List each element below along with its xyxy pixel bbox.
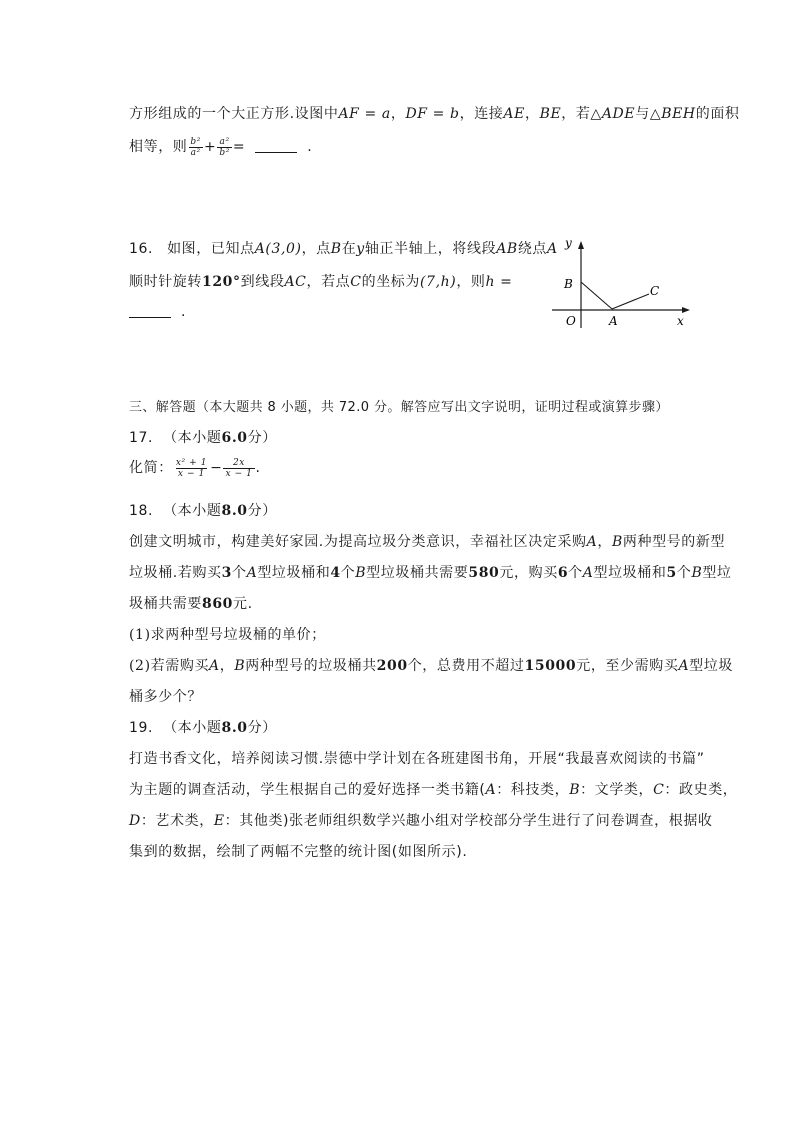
fraction-numerator: b² xyxy=(190,136,201,147)
text: 分） xyxy=(247,503,277,519)
text: 如图，已知点 xyxy=(167,241,255,257)
text: 型垃圾桶和 xyxy=(257,565,331,581)
text: 的面积 xyxy=(695,106,740,122)
text: 型垃圾桶共需要 xyxy=(366,565,469,581)
math-c: C xyxy=(350,274,362,290)
fraction-1 xyxy=(174,458,209,479)
q18-part-2-cont: 桶多少个？ xyxy=(129,689,202,705)
text: . xyxy=(255,460,261,476)
answer-blank xyxy=(129,307,171,318)
segment-ac xyxy=(612,294,649,309)
math-b: B xyxy=(691,565,703,581)
math-b: B xyxy=(611,534,623,550)
q18-line-1 xyxy=(129,531,725,551)
text: 求两种型号垃圾桶的单价； xyxy=(150,627,326,643)
question-number: 18. xyxy=(129,503,154,519)
section-heading: 三、解答题（本大题共 8 小题，共 72.0 分。解答应写出文字说明，证明过程或演算步骤） xyxy=(129,400,669,415)
math-b: B xyxy=(355,565,367,581)
fraction-numerator: 2x xyxy=(232,457,245,468)
number: 200 xyxy=(376,658,408,674)
q18-part-1 xyxy=(129,624,326,644)
text: 顺时针旋转 xyxy=(129,274,202,290)
text: . xyxy=(181,304,187,320)
text: 分） xyxy=(247,720,277,736)
q18-line-3 xyxy=(129,593,253,613)
math-ac: AC xyxy=(284,274,307,290)
text: 创建文明城市，构建美好家园.为提高垃圾分类意识，幸福社区决定采购 xyxy=(129,534,587,550)
text: . xyxy=(307,139,313,155)
q19-line-2 xyxy=(129,779,737,799)
text: 两种型号的新型 xyxy=(622,534,726,550)
p16-line-1 xyxy=(129,238,558,258)
text: ， xyxy=(390,106,406,122)
text: 个，总费用不超过 xyxy=(407,658,525,674)
fraction-denominator: x − 1 xyxy=(225,468,253,479)
math-triangle-ade: △ADE xyxy=(590,106,636,122)
text: 相等，则 xyxy=(129,139,188,155)
q19-line-1: 打造书香文化，培养阅读习惯.崇德中学计划在各班建图书角，开展“我最喜欢阅读的书篇” xyxy=(129,751,705,767)
math-b: B xyxy=(330,241,342,257)
text: 元，购买 xyxy=(499,565,558,581)
text: ，点 xyxy=(301,241,331,257)
q19-line-4: 集到的数据，绘制了两幅不完整的统计图(如图所示). xyxy=(129,844,468,860)
p16-line-3 xyxy=(129,304,186,320)
math-a: A xyxy=(582,565,594,581)
math-d: D xyxy=(129,813,141,829)
fraction-a2-b2 xyxy=(217,137,232,158)
q17-heading xyxy=(129,427,277,447)
fraction-denominator: b² xyxy=(219,147,230,158)
text: 绕点 xyxy=(517,241,548,257)
fraction-b2-a2 xyxy=(188,137,203,158)
math-point-a: A(3,0) xyxy=(254,241,302,257)
fraction-2 xyxy=(223,458,254,479)
text: 个 xyxy=(676,565,692,581)
label-b: B xyxy=(564,277,573,291)
number: 15000 xyxy=(524,658,577,674)
text: ，连接 xyxy=(459,106,504,122)
label-o: O xyxy=(566,314,576,328)
math-c: C xyxy=(653,782,665,798)
segment-ab xyxy=(581,282,612,309)
answer-blank xyxy=(255,142,297,153)
text: 个 xyxy=(232,565,247,581)
q19-heading xyxy=(129,717,277,737)
math-ab: AB xyxy=(496,241,518,257)
fraction-denominator: x − 1 xyxy=(177,468,205,479)
question-number: 16. xyxy=(129,241,154,257)
text: 在 xyxy=(341,241,357,257)
question-number: 19. xyxy=(129,720,154,736)
math-coordinate-c: (7,h) xyxy=(420,274,457,290)
label-c: C xyxy=(650,284,660,298)
math-a: A xyxy=(485,782,497,798)
math-h: h = xyxy=(485,274,513,290)
text: ：其他类)张老师组织数学兴趣小组对学校部分学生进行了问卷调查，根据收 xyxy=(224,813,713,829)
text: 圾桶共需要 xyxy=(129,596,202,612)
text: ：科技类， xyxy=(496,782,570,798)
text: 型垃圾桶和 xyxy=(593,565,667,581)
p15-line-2 xyxy=(129,136,312,158)
text: 元. xyxy=(233,596,253,612)
math-df: DF = b xyxy=(405,106,460,122)
text: 元，至少需购买 xyxy=(576,658,679,674)
math-a: A xyxy=(586,534,598,550)
number: 6 xyxy=(557,565,569,581)
text: 轴正半轴上，将线段 xyxy=(364,241,497,257)
math-y: y xyxy=(356,241,365,257)
math-a: A xyxy=(547,241,558,257)
label-x: x xyxy=(677,314,684,328)
text: 个 xyxy=(340,565,356,581)
number: 3 xyxy=(221,565,232,581)
label-a: A xyxy=(609,314,618,328)
q19-line-3 xyxy=(129,810,713,830)
y-axis-arrow xyxy=(578,241,584,249)
part-label: (2) xyxy=(129,658,151,674)
p16-line-2 xyxy=(129,271,513,291)
text: 为主题的调查活动，学生根据自己的爱好选择一类书籍( xyxy=(129,782,486,798)
text: 到线段 xyxy=(240,274,285,290)
text: ， xyxy=(219,658,235,674)
text: ：政史类， xyxy=(664,782,738,798)
label-y: y xyxy=(565,236,572,250)
text: 方形组成的一个大正方形.设图中 xyxy=(129,106,339,122)
text: 分） xyxy=(247,430,277,446)
number: 580 xyxy=(468,565,500,581)
text: 若需购买 xyxy=(150,658,210,674)
math-triangle-beh: △BEH xyxy=(649,106,696,122)
score: 8.0 xyxy=(221,503,248,519)
math-b: B xyxy=(569,782,581,798)
math-be: BE xyxy=(539,106,562,122)
math-b: B xyxy=(234,658,246,674)
text: 垃圾桶.若购买 xyxy=(129,565,222,581)
number: 5 xyxy=(666,565,677,581)
text: 化简： xyxy=(129,460,173,476)
math-a: A xyxy=(246,565,258,581)
math-e: E xyxy=(213,813,225,829)
angle-value: 120° xyxy=(202,274,241,290)
text: （本小题 xyxy=(163,720,222,736)
p15-line-1 xyxy=(129,103,740,123)
math-a: A xyxy=(209,658,220,674)
text: 型垃 xyxy=(702,565,732,581)
text: ， xyxy=(597,534,612,550)
minus-sign: − xyxy=(210,460,223,476)
text: 个 xyxy=(568,565,583,581)
text: ，若 xyxy=(561,106,591,122)
text: （本小题 xyxy=(163,503,222,519)
fraction-numerator: x² + 1 xyxy=(175,457,208,468)
score: 6.0 xyxy=(221,430,248,446)
fraction-numerator: a² xyxy=(219,136,230,147)
q18-line-2 xyxy=(129,562,732,582)
number: 4 xyxy=(330,565,341,581)
math-a: A xyxy=(678,658,690,674)
text: 的坐标为 xyxy=(361,274,420,290)
text: 两种型号的垃圾桶共 xyxy=(245,658,377,674)
part-label: (1) xyxy=(129,627,151,643)
text: （本小题 xyxy=(163,430,222,446)
text: ， xyxy=(524,106,540,122)
text: ：艺术类， xyxy=(140,813,214,829)
text: 型垃圾 xyxy=(689,658,733,674)
fraction-denominator: a² xyxy=(190,147,201,158)
math-af: AF = a xyxy=(338,106,391,122)
text: ，若点 xyxy=(306,274,351,290)
text: ：文学类， xyxy=(580,782,654,798)
question-number: 17. xyxy=(129,430,154,446)
number: 860 xyxy=(202,596,234,612)
plus-sign: + xyxy=(203,139,217,155)
math-ae: AE xyxy=(503,106,525,122)
q18-part-2 xyxy=(129,655,733,675)
q18-heading xyxy=(129,500,277,520)
equals-sign: = xyxy=(232,139,246,155)
score: 8.0 xyxy=(221,720,248,736)
text: 与 xyxy=(635,106,650,122)
q17-body xyxy=(129,457,261,479)
coordinate-figure xyxy=(548,232,698,332)
x-axis-arrow xyxy=(682,307,690,313)
text: ，则 xyxy=(456,274,486,290)
